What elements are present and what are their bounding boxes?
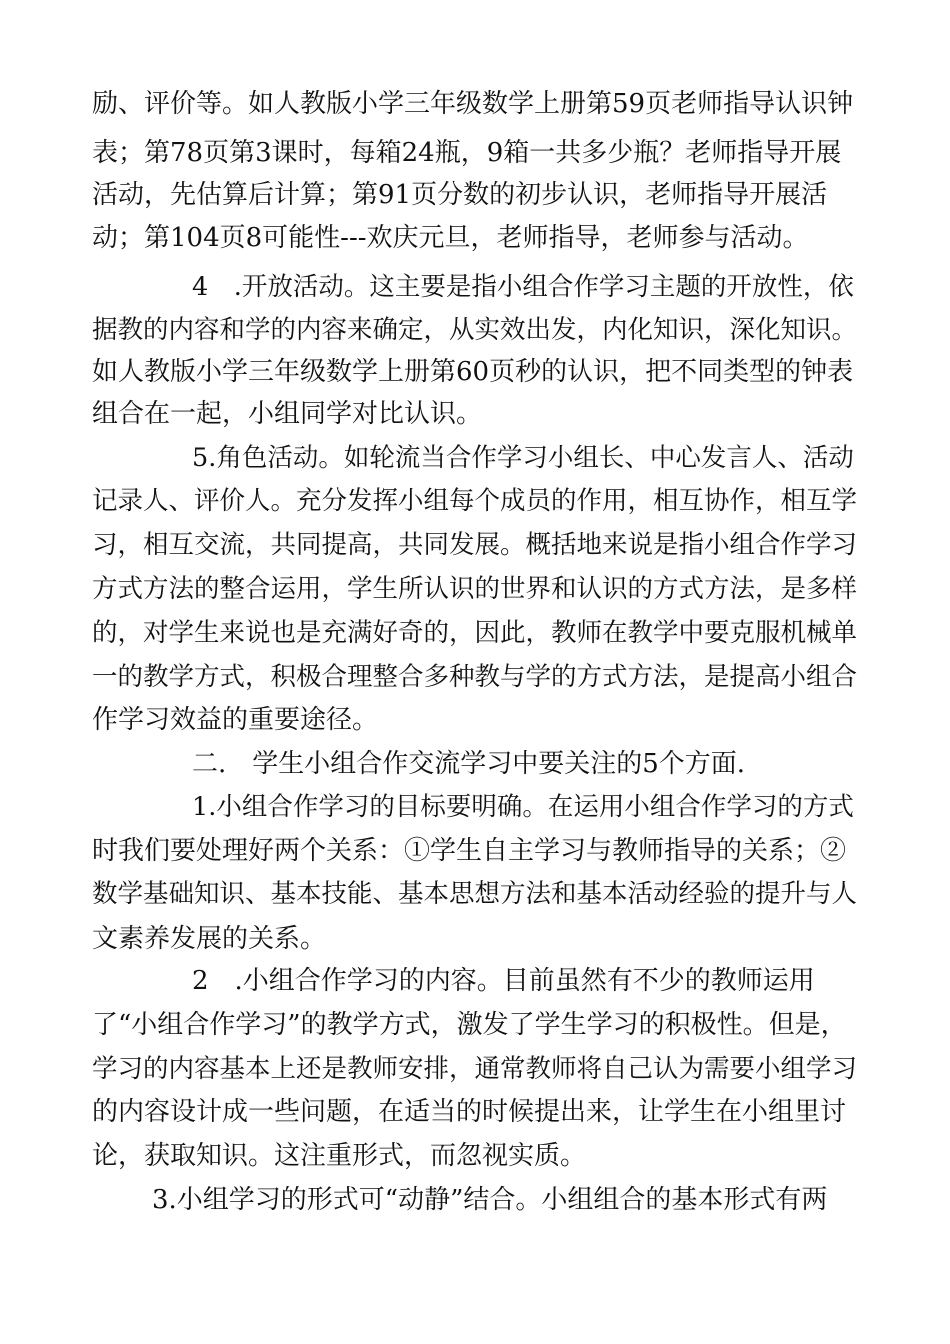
text-line-17: 1.小组合作学习的目标要明确。在运用小组合作学习的方式 — [192, 792, 854, 822]
text-line-9: 5.角色活动。如轮流当合作学习小组长、中心发言人、活动 — [192, 443, 854, 473]
text-line-2: 表；第78页第3课时，每箱24瓶，9箱一共多少瓶？老师指导开展 — [92, 138, 842, 168]
text-line-21: 2 .小组合作学习的内容。目前虽然有不少的教师运用 — [192, 966, 815, 996]
text-line-19: 数学基础知识、基本技能、基本思想方法和基本活动经验的提升与人 — [92, 879, 858, 909]
text-line-25: 论，获取知识。这注重形式，而忽视实质。 — [92, 1141, 587, 1171]
text-line-15: 作学习效益的重要途径。 — [92, 705, 379, 735]
text-line-4: 动；第104页8可能性---欢庆元旦，老师指导，老师参与活动。 — [92, 223, 809, 253]
text-line-7: 如人教版小学三年级数学上册第60页秒的认识，把不同类型的钟表 — [92, 357, 854, 387]
text-line-11: 习，相互交流，共同提高，共同发展。概括地来说是指小组合作学习 — [92, 530, 858, 560]
text-line-12: 方式方法的整合运用，学生所认识的世界和认识的方式方法，是多样 — [92, 574, 858, 604]
text-line-22: 了“小组合作学习”的教学方式，激发了学生学习的积极性。但是， — [92, 1010, 847, 1040]
text-line-3: 活动，先估算后计算；第91页分数的初步认识，老师指导开展活 — [92, 180, 828, 210]
text-line-6: 据教的内容和学的内容来确定，从实效出发，内化知识，深化知识。 — [92, 315, 858, 345]
text-line-24: 的内容设计成一些问题，在适当的时候提出来，让学生在小组里讨 — [92, 1097, 847, 1127]
text-line-23: 学习的内容基本上还是教师安排，通常教师将自己认为需要小组学习 — [92, 1054, 858, 1084]
text-line-14: 一的教学方式，积极合理整合多种教与学的方式方法，是提高小组合 — [92, 662, 858, 692]
text-line-18: 时我们要处理好两个关系：①学生自主学习与教师指导的关系；② — [92, 836, 847, 866]
text-line-26: 3.小组学习的形式可“动静”结合。小组组合的基本形式有两 — [152, 1185, 828, 1215]
text-line-13: 的，对学生来说也是充满好奇的，因此，教师在教学中要克服机械单 — [92, 618, 858, 648]
section-heading-2: 二. 学生小组合作交流学习中要关注的5个方面. — [192, 749, 746, 779]
text-line-1: 励、评价等。如人教版小学三年级数学上册第59页老师指导认识钟 — [92, 89, 854, 119]
text-line-20: 文素养发展的关系。 — [92, 924, 327, 954]
text-line-8: 组合在一起，小组同学对比认识。 — [92, 399, 483, 429]
text-line-5: 4 .开放活动。这主要是指小组合作学习主题的开放性，依 — [192, 272, 854, 302]
text-line-10: 记录人、评价人。充分发挥小组每个成员的作用，相互协作，相互学 — [92, 486, 858, 516]
